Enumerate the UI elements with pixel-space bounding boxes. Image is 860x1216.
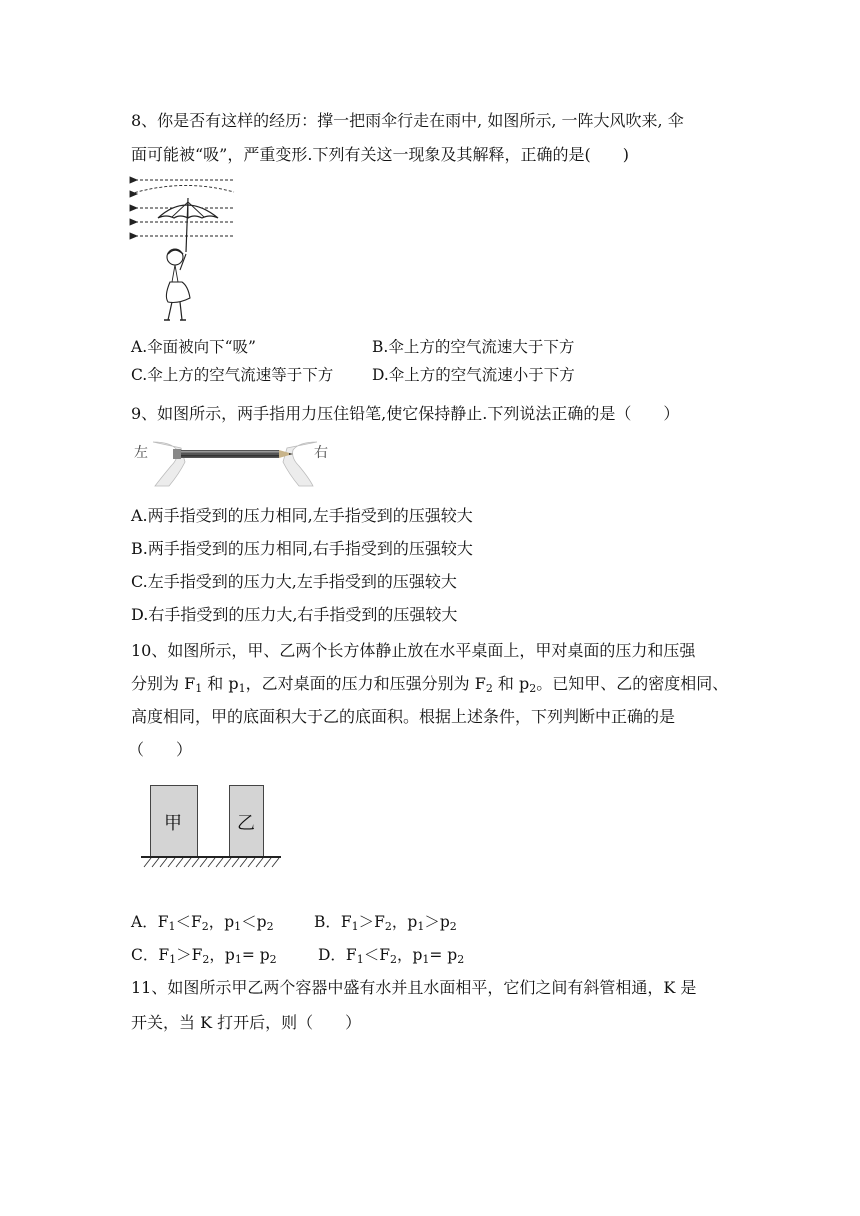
q9-stem: 9、如图所示，两手指用力压住铅笔,使它保持静止.下列说法正确的是（ ） [131, 404, 680, 423]
q8-stem-line2: 面可能被“吸”，严重变形.下列有关这一现象及其解释，正确的是( ) [131, 145, 629, 164]
q11-stem-line1: 11、如图所示甲乙两个容器中盛有水并且水面相平，它们之间有斜管相通，K 是 [131, 978, 697, 997]
q11-stem-line2: 开关，当 K 打开后，则（ ） [131, 1013, 362, 1032]
q9-option-b: B.两手指受到的压力相同,右手指受到的压强较大 [131, 539, 473, 558]
umbrella-wind-figure [128, 174, 240, 326]
q9-option-a: A.两手指受到的压力相同,左手指受到的压强较大 [131, 506, 473, 525]
q8-stem-line1: 8、你是否有这样的经历：撑一把雨伞行走在雨中, 如图所示, 一阵大风吹来, 伞 [131, 111, 684, 130]
q9-option-d: D.右手指受到的压力大,右手指受到的压强较大 [131, 605, 458, 624]
q8-option-c: C.伞上方的空气流速等于下方 [131, 366, 334, 384]
block-yi-label: 乙 [237, 813, 255, 834]
q10-stem-line1: 10、如图所示，甲、乙两个长方体静止放在水平桌面上，甲对桌面的压力和压强 [131, 641, 696, 660]
pencil-figure [131, 436, 336, 490]
q10-option-b: B．$F_1>F_2$，$p_1>p_2$ [314, 913, 457, 933]
q8-option-d: D.伞上方的空气流速小于下方 [372, 366, 575, 384]
block-jia-label: 甲 [164, 813, 182, 834]
q8-option-a: A.伞面被向下“吸” [131, 338, 256, 356]
q10-stem-line2: 分别为 $F_1$ 和 $p_1$，乙对桌面的压力和压强分别为 $F_2$ 和 $p_2$。已知甲、乙的密度相同、 [131, 674, 729, 695]
q8-option-b: B.伞上方的空气流速大于下方 [372, 338, 575, 356]
figure-label-left: 左 [134, 445, 148, 461]
q10-stem-line3: 高度相同，甲的底面积大于乙的底面积。根据上述条件，下列判断中正确的是 [131, 707, 676, 726]
q9-option-c: C.左手指受到的压力大,左手指受到的压强较大 [131, 572, 457, 591]
pencil-fingers-drawing [131, 436, 336, 490]
q10-option-a: A．$F_1<F_2$，$p_1<p_2$ [131, 913, 274, 933]
blocks-figure [141, 784, 281, 870]
figure-label-right: 右 [314, 445, 328, 461]
q10-option-d: D．$F_1<F_2$，$p_1= p_2$ [318, 946, 465, 966]
q10-option-c: C．$F_1>F_2$，$p_1= p_2$ [131, 946, 277, 966]
q10-stem-line4: （ ） [128, 740, 193, 759]
table-surface [141, 856, 281, 870]
